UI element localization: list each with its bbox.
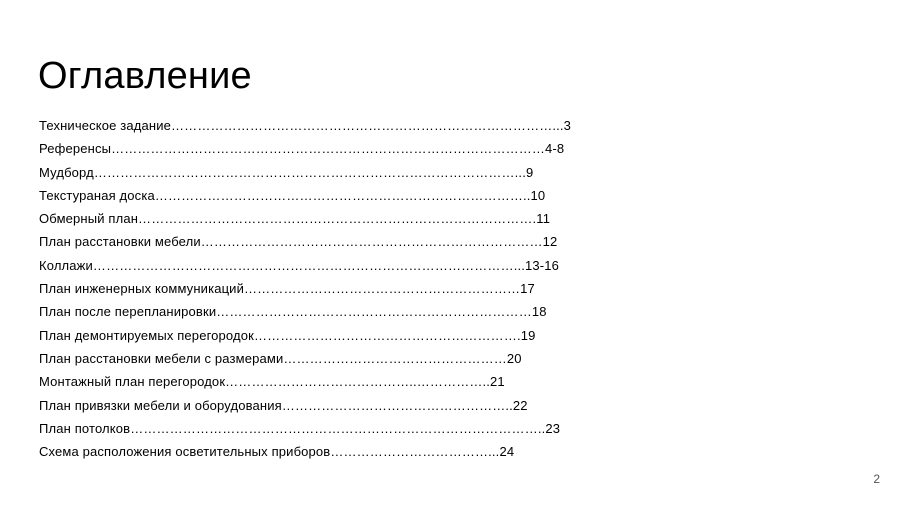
toc-entry: План инженерных коммуникаций………………………………………………………17	[39, 281, 535, 297]
table-of-contents	[39, 116, 571, 465]
toc-entry: Текстураная доска…………………………………………………………………………..10	[39, 187, 546, 203]
toc-entry: Референсы………………………………………………………………………………………4-8	[39, 141, 565, 157]
toc-entry: План после перепланировки………………………………………………………………18	[39, 304, 547, 320]
toc-entry: План потолков…………………………………………………………………………………..23	[39, 420, 561, 436]
toc-entry: Коллажи……………………………………………………………………………………...13-16	[39, 257, 560, 273]
toc-entry: Монтажный план перегородок……………………………………..……………..21	[39, 374, 505, 390]
toc-entry: План демонтируемых перегородок…………………………………………………….19	[39, 327, 536, 343]
toc-entry: Мудборд……………………………………………………………………………………...9	[39, 164, 534, 180]
toc-entry: План расстановки мебели с размерами……………………………………………20	[39, 350, 522, 366]
toc-entry: План привязки мебели и оборудования……………………………………………..22	[39, 397, 528, 413]
page-number: 2	[873, 472, 880, 486]
page-title: Оглавление	[38, 55, 252, 97]
toc-entry: План расстановки мебели……………………………………………………………………12	[39, 234, 558, 250]
toc-entry: Техническое задание……………………………………………………………………………...3	[39, 118, 572, 133]
toc-entry: Обмерный план……………………………………………………………………………….11	[39, 211, 551, 227]
toc-entry: Схема расположения осветительных приборов………………………………...24	[39, 444, 515, 460]
